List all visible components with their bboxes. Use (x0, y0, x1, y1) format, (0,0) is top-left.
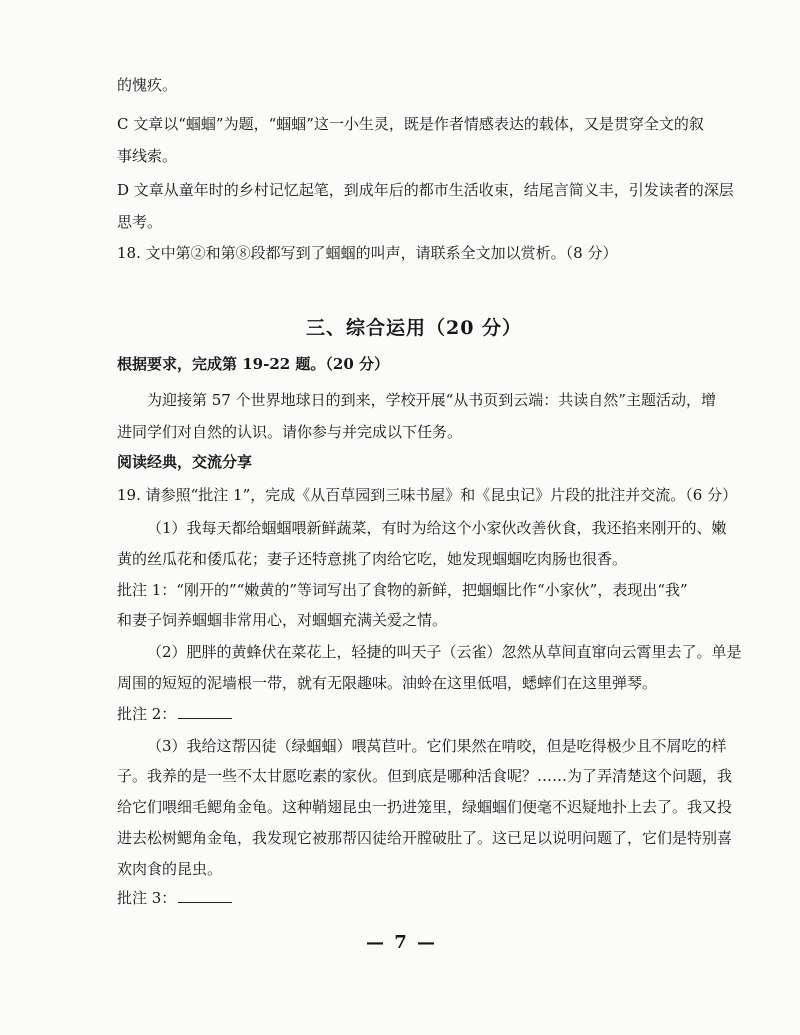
question-19: 19. 请参照“批注 1”，完成《从百草园到三味书屋》和《昆虫记》片段的批注并交流。（6 分） (117, 486, 738, 504)
passage-2-line-1: （2）肥胖的黄蜂伏在菜花上，轻捷的叫天子（云雀）忽然从草间直窜向云霄里去了。单是 (147, 643, 742, 661)
passage-3-line-1: （3）我给这帮囚徒（绿蝈蝈）喂莴苣叶。它们果然在啃咬，但是吃得极少且不屑吃的样 (147, 737, 727, 755)
question-18: 18. 文中第②和第⑧段都写到了蝈蝈的叫声，请联系全文加以赏析。（8 分） (117, 244, 618, 262)
option-d-line1: D 文章从童年时的乡村记忆起笔，到成年后的都市生活收束，结尾言简义丰，引发读者的深层 (117, 181, 734, 199)
annotation-1-line-1: 批注 1：“刚开的”“嫩黄的”等词写出了食物的新鲜，把蝈蝈比作“小家伙”，表现出“我” (117, 581, 688, 599)
option-c-line1: C 文章以“蝈蝈”为题，“蝈蝈”这一小生灵，既是作者情感表达的载体，又是贯穿全文的叙 (117, 115, 704, 133)
annotation-2-blank[interactable] (178, 704, 232, 719)
passage-3-line-3: 给它们喂细毛鳃角金龟。这种鞘翅昆虫一扔进笼里，绿蝈蝈们便毫不迟疑地扑上去了。我又投 (117, 798, 733, 816)
passage-3-line-2: 子。我养的是一些不太甘愿吃素的家伙。但到底是哪种活食呢？……为了弄清楚这个问题，我 (117, 767, 733, 785)
annotation-2-label: 批注 2： (117, 705, 177, 723)
annotation-3 (117, 888, 232, 908)
page-number: — 7 — (366, 932, 438, 953)
intro-line-1: 为迎接第 57 个世界地球日的到来，学校开展“从书页到云端：共读自然”主题活动，增 (147, 391, 716, 409)
section-instruction: 根据要求，完成第 19-22 题。（20 分） (117, 355, 390, 373)
passage-1-line-1: （1）我每天都给蝈蝈喂新鲜蔬菜，有时为给这个小家伙改善伙食，我还掐来刚开的、嫩 (147, 519, 727, 537)
annotation-3-label: 批注 3： (117, 889, 177, 907)
annotation-2 (117, 704, 232, 724)
passage-3-line-5: 欢肉食的昆虫。 (117, 860, 223, 878)
option-b-tail: 的愧疚。 (117, 76, 178, 94)
task-subheading: 阅读经典，交流分享 (117, 453, 253, 471)
option-d-line2: 思考。 (117, 213, 163, 231)
annotation-1-line-2: 和妻子饲养蝈蝈非常用心，对蝈蝈充满关爱之情。 (117, 611, 448, 629)
annotation-3-blank[interactable] (178, 888, 232, 903)
passage-2-line-2: 周围的短短的泥墙根一带，就有无限趣味。油蛉在这里低唱，蟋蟀们在这里弹琴。 (117, 674, 658, 692)
section-title: 三、综合运用（20 分） (306, 317, 523, 339)
passage-3-line-4: 进去松树鳃角金龟，我发现它被那帮囚徒给开膛破肚了。这已足以说明问题了，它们是特别喜 (117, 829, 733, 847)
passage-1-line-2: 黄的丝瓜花和倭瓜花；妻子还特意挑了肉给它吃，她发现蝈蝈吃肉肠也很香。 (117, 550, 628, 568)
intro-line-2: 进同学们对自然的认识。请你参与并完成以下任务。 (117, 423, 463, 441)
option-c-line2: 事线索。 (117, 147, 178, 165)
